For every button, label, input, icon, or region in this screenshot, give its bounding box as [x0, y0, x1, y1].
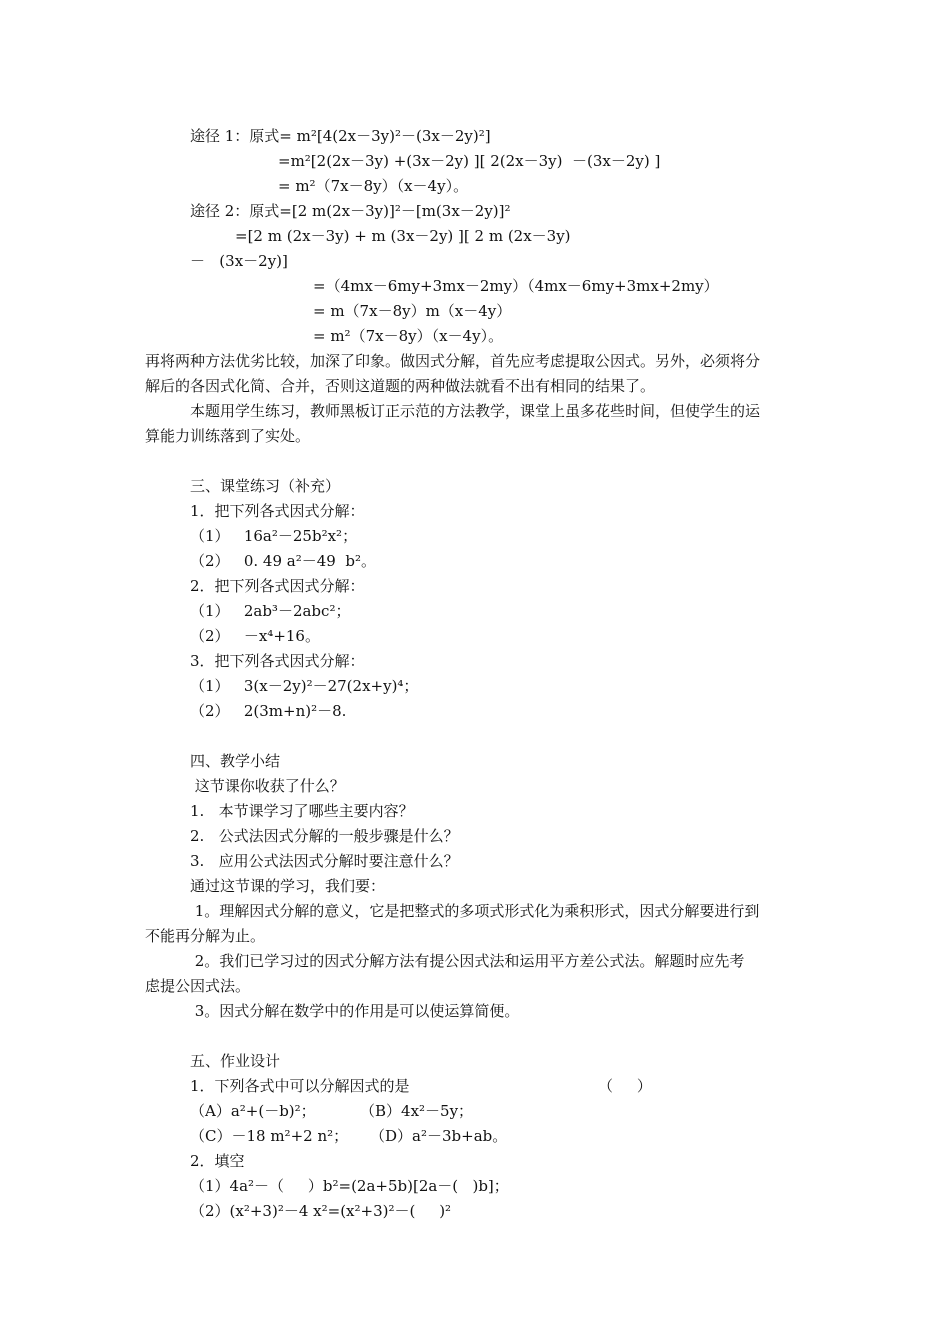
section4-line-4: 3. 应用公式法因式分解时要注意什么？	[190, 852, 459, 870]
section4-line-9: 虑提公因式法。	[145, 977, 251, 995]
section3-line-9: （2） 2(3m+n)²－8.	[190, 702, 347, 720]
homework-q1-option-c: （C）－18 m²+2 n²；	[190, 1127, 349, 1145]
path2-line-4: =（4mx－6my+3mx－2my）（4mx－6my+3mx+2my）	[313, 277, 719, 295]
comment-line-3: 本题用学生练习，教师黑板订正示范的方法教学，课堂上虽多花些时间，但使学生的运	[190, 402, 761, 420]
path1-line-3: = m²（7x－8y）（x－4y）。	[278, 177, 469, 195]
homework-q2-item-2: （2）(x²+3)²－4 x²=(x²+3)²－( )²	[190, 1202, 452, 1220]
section3-line-3: （2） 0. 49 a²－49 b²。	[190, 552, 376, 570]
section3-line-8: （1） 3(x－2y)²－27(2x+y)⁴；	[190, 677, 419, 695]
section3-line-4: 2．把下列各式因式分解：	[190, 577, 365, 595]
comment-line-2: 解后的各因式化简、合并，否则这道题的两种做法就看不出有相同的结果了。	[145, 377, 656, 395]
section3-line-6: （2） －x⁴+16。	[190, 627, 320, 645]
section4-line-3: 2. 公式法因式分解的一般步骤是什么？	[190, 827, 459, 845]
homework-q1: 1．下列各式中可以分解因式的是	[190, 1077, 410, 1095]
homework-q1-option-b: （B）4x²－5y；	[360, 1102, 474, 1120]
homework-q1-option-a: （A）a²+(－b)²；	[190, 1102, 316, 1120]
path1-line-2: =m²[2(2x－3y) +(3x－2y) ][ 2(2x－3y) －(3x－2y) ]	[278, 152, 661, 170]
section3-line-1: 1．把下列各式因式分解：	[190, 502, 365, 520]
homework-q2-item-1: （1）4a²－（ ）b²=(2a+5b)[2a－( )b]；	[190, 1177, 509, 1195]
path2-line-3: － (3x－2y)]	[190, 252, 288, 270]
path2-line-2: =[2 m (2x－3y) + m (3x－2y) ][ 2 m (2x－3y)	[235, 227, 571, 245]
path2-line-1: 途径 2：原式=[2 m(2x－3y)]²－[m(3x－2y)]²	[190, 202, 511, 220]
section4-line-1: 这节课你收获了什么？	[190, 777, 345, 795]
section5-heading: 五、作业设计	[190, 1052, 281, 1070]
path1-line-1: 途径 1：原式= m²[4(2x－3y)²－(3x－2y)²]	[190, 127, 491, 145]
section3-line-5: （1） 2ab³－2abc²；	[190, 602, 351, 620]
section4-line-2: 1. 本节课学习了哪些主要内容？	[190, 802, 414, 820]
comment-line-4: 算能力训练落到了实处。	[145, 427, 311, 445]
section3-heading: 三、课堂练习（补充）	[190, 477, 341, 495]
homework-q1-option-d: （D）a²－3b+ab。	[370, 1127, 508, 1145]
section4-line-5: 通过这节课的学习，我们要：	[190, 877, 386, 895]
section3-line-7: 3．把下列各式因式分解：	[190, 652, 365, 670]
section4-line-6: 1。理解因式分解的意义，它是把整式的多项式形式化为乘积形式，因式分解要进行到	[190, 902, 760, 920]
section3-line-2: （1） 16a²－25b²x²；	[190, 527, 358, 545]
section4-line-10: 3。因式分解在数学中的作用是可以使运算简便。	[190, 1002, 520, 1020]
path2-line-6: = m²（7x－8y）（x－4y）。	[313, 327, 504, 345]
homework-q2: 2．填空	[190, 1152, 245, 1170]
path2-line-5: = m（7x－8y）m（x－4y）	[313, 302, 512, 320]
section4-line-8: 2。我们已学习过的因式分解方法有提公因式法和运用平方差公式法。解题时应先考	[190, 952, 745, 970]
section4-heading: 四、教学小结	[190, 752, 281, 770]
section4-line-7: 不能再分解为止。	[145, 927, 266, 945]
comment-line-1: 再将两种方法优劣比较，加深了印象。做因式分解，首先应考虑提取公因式。另外，必须将分	[145, 352, 761, 370]
homework-q1-answer-bracket: （ ）	[598, 1077, 652, 1095]
